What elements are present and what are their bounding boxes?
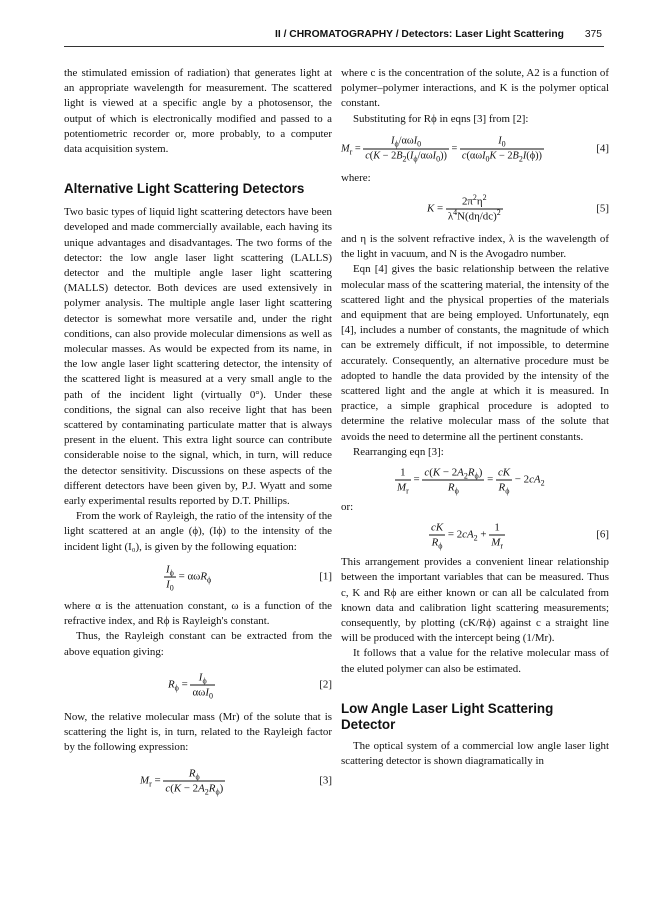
paragraph: Now, the relative molecular mass (Mr) of the solute that is scattering the light is, in turn, related to the Rayleigh factor by the following expression: bbox=[64, 710, 332, 754]
paragraph: The optical system of a commercial low angle laser light scattering detector is shown diagramatically in bbox=[341, 739, 609, 768]
equation-rearranged: $\frac{1}{M_r}$ = $\frac{c(K - 2A_2R_\phi)}{R_\phi}$ = $\frac{cK}{R_\phi}$ − $2cA_2$ bbox=[397, 466, 545, 496]
paragraph: It follows that a value for the relative molecular mass of the eluted polymer can also be estimated. bbox=[341, 647, 609, 675]
paragraph: where α is the attenuation constant, ω is a function of the refractive index, and Rϕ is Rayleigh's constant. bbox=[64, 599, 332, 628]
equation-number: [6] bbox=[596, 528, 609, 541]
section-heading: Low Angle Laser Light Scattering Detector bbox=[341, 700, 554, 732]
equation-2: $R_\phi$ = $\frac{I_\phi}{\alpha\omega I_0}$ [2] bbox=[168, 671, 332, 701]
paragraph: and η is the solvent refractive index, λ is the wavelength of the light in vacuum, and N is the Avogadro number. bbox=[341, 233, 609, 261]
section-heading: Alternative Light Scattering Detectors bbox=[64, 181, 305, 197]
equation-5: K = $\frac{2\pi^2\eta^2}{\lambda^4N(d\eta/dc)^2}$ [5] bbox=[427, 192, 609, 223]
paragraph: Two basic types of liquid light scattering detectors have been developed and made commercially available, each having its unique advantages and disadvantages. The two forms of the detector: the low angle laser light scattering (LALLS) detector and the multiple angle laser light scattering (MALLS) detector. Both devices are used extensively in polymer analysis. The multiple angle laser light scattering detector is somewhat more versatile and, under the right conditions, can also provide molecular dimensions as well as molecular masses. As would be expected from its name, in the low angle laser light scattering detector, the intensity of the scattered light is measured at a very small angle to the path of the incident light (virtually 0°). Under these conditions, the signal can also receive light that has been scattered by contaminating particulate matter that is always present in the eluent. This extra light source can contribute considerable noise to the signal, which, in turn, will reduce the detector sensitivity. Discussions on these aspects of the different detectors have been given by, P.J. Wyatt and some early experimental results reported by D.T. Phillips. bbox=[64, 206, 332, 508]
paragraph: or: bbox=[341, 501, 354, 514]
paragraph: the stimulated emission of radiation) that generates light at an appropriate wavelength for measurement. The scattered light is viewed at a specific angle by a photosensor, the output of which is electronically modified and passed to a potentiometric recorder or, more probably, to a computer data acquisition system. bbox=[64, 67, 332, 156]
page-number: 375 bbox=[584, 29, 602, 40]
paragraph: Thus, the Rayleigh constant can be extracted from the above equation giving: bbox=[64, 630, 332, 658]
header-rule bbox=[64, 46, 604, 47]
equation-3: $M_r$ = $\frac{R_\phi}{c(K - 2A_2R_\phi)}$ [3] bbox=[140, 767, 332, 797]
equation-number: [1] bbox=[319, 570, 332, 583]
equation-number: [4] bbox=[596, 142, 609, 155]
paragraph: Eqn [4] gives the basic relationship between the relative molecular mass of the scattering material, the intensity of the scattered light and the physical properties of the materials and equipment that are being employed. Unfortunately, eqn [4], includes a number of constants, the magnitude of which can be extremely difficult, if not impossible, to determine accurately. Consequently, an alternative procedure must be adopted to handle the data provided by the intensity of the scattered light and the angle at which it is measured. In practice, a simple graphical procedure is adopted to determine the relative molecular mass of the solute that avoids the need to determine all the pertinent constants. bbox=[341, 263, 609, 443]
left-column bbox=[64, 66, 332, 807]
running-title: II / CHROMATOGRAPHY / Detectors: Laser Light Scattering bbox=[275, 29, 564, 40]
equation-1: $\frac{I_\phi}{I_0}$ = αωR$_\phi$ [1] bbox=[166, 563, 332, 593]
paragraph: Rearranging eqn [3]: bbox=[353, 445, 444, 458]
paragraph: From the work of Rayleigh, the ratio of the intensity of the light scattered at an angle (ϕ), (Iϕ) to the intensity of the incident light (I₀), is given by the following equation: bbox=[64, 510, 332, 553]
right-column bbox=[341, 66, 609, 769]
equation-6: $\frac{cK}{R_\phi}$ = $2cA_2$ + $\frac{1}{M_r}$ [6] bbox=[431, 521, 609, 551]
paragraph: Substituting for Rϕ in eqns [3] from [2]: bbox=[353, 112, 529, 125]
paragraph: where: bbox=[341, 171, 371, 184]
paragraph: This arrangement provides a convenient linear relationship between the important variables that can be measured. Thus c, K and Rϕ are either known or can all be calculated from known data and calibration light scattering measurements; consequently, by plotting (cK/Rϕ) against c a straight line will be produced with the intercept being (1/Mr). bbox=[341, 556, 609, 645]
equation-number: [3] bbox=[319, 774, 332, 787]
paragraph: where c is the concentration of the solute, A2 is a function of polymer–polymer interactions, and K is the polymer optical constant. bbox=[341, 67, 609, 110]
equation-number: [2] bbox=[319, 678, 332, 691]
equation-number: [5] bbox=[596, 202, 609, 215]
equation-4: $M_r$ = $\frac{I_\phi/\alpha\omega I_0}{c(K - 2B_2(I_\phi/\alpha\omega I_0))}$ = $\frac{I_0}{c(\alpha\omega I_0K - 2B_2I(\phi))}$ [4] bbox=[341, 135, 609, 164]
